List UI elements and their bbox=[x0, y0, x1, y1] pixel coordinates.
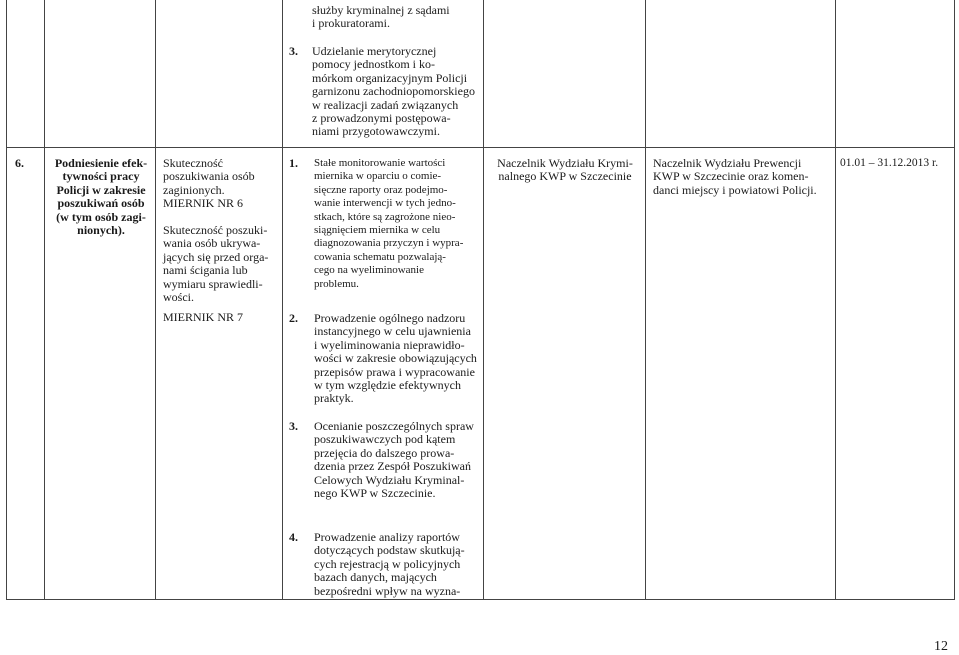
col-border-6 bbox=[835, 0, 836, 600]
col-border-2 bbox=[155, 0, 156, 600]
row-6-task-3-number: 3. bbox=[289, 419, 298, 433]
col-border-4 bbox=[483, 0, 484, 600]
col-border-3 bbox=[282, 0, 283, 600]
table-bottom bbox=[6, 599, 955, 600]
col-border-1 bbox=[44, 0, 45, 600]
row-6-task-1-text: Stałe monitorowanie wartości miernika w oparciu o comie- sięczne raporty oraz podejmo- wanie interwencji w tych jedno- stkach, które są zagrożone nieo- siągnięciem miernika w celu diagnozowania przyczyn i wypra- cowania schematu pozwalają- cego na wyeliminowanie problemu. bbox=[314, 157, 464, 290]
row-6-responsible: Naczelnik Wydziału Krymi- nalnego KWP w Szczecinie bbox=[497, 156, 633, 184]
col-border-right bbox=[954, 0, 955, 600]
row-6-task-4-number: 4. bbox=[289, 530, 298, 544]
col-border-5 bbox=[645, 0, 646, 600]
row-6-measure-1-text: Skuteczność poszukiwania osób zaginionych. bbox=[163, 156, 255, 197]
row-divider bbox=[6, 147, 955, 148]
row-6-task-2-number: 2. bbox=[289, 311, 298, 325]
row-6-measure-2-text: Skuteczność poszuki- wania osób ukrywa- jących się przed orga- nami ścigania lub wymiaru sprawiedli- wości. bbox=[163, 223, 269, 305]
prev-row-task-3-text: Udzielanie merytorycznej pomocy jednostkom i ko- mórkom organizacyjnym Policji garnizonu zachodniopomorskiego w realizacji zadań związanych z prowadzonymi postępowa- niami przygotowawczymi. bbox=[312, 44, 475, 139]
row-6-cooperating: Naczelnik Wydziału Prewencji KWP w Szczecinie oraz komen- danci miejscy i powiatowi Policji. bbox=[653, 156, 817, 197]
prev-row-text-fragment: służby kryminalnej z sądami i prokuratorami. bbox=[312, 3, 450, 31]
row-6-measure-1-label: MIERNIK NR 6 bbox=[163, 196, 243, 210]
col-border-left bbox=[6, 0, 7, 600]
row-6-task-4-text: Prowadzenie analizy raportów dotyczących podstaw skutkują- cych rejestracją w policyjnych bazach danych, mających bezpośredni wpływ na wyzna- bbox=[314, 530, 465, 598]
row-6-measure-2-label: MIERNIK NR 7 bbox=[163, 310, 243, 324]
row-6-task-2-text: Prowadzenie ogólnego nadzoru instancyjnego w celu ujawnienia i wyeliminowania nieprawidło- wości w zakresie obowiązujących przepisów prawa i wypracowanie w tym względzie efektywnych praktyk. bbox=[314, 311, 477, 406]
row-6-goal: Podniesienie efek- tywności pracy Policji w zakresie poszukiwań osób (w tym osób zagi- nionych). bbox=[54, 156, 148, 238]
row-6-task-3-text: Ocenianie poszczególnych spraw poszukiwawczych pod kątem przejęcia do dalszego prowa- dzenia przez Zespół Poszukiwań Celowych Wydziału Kryminal- nego KWP w Szczecinie. bbox=[314, 419, 474, 501]
prev-row-task-3-number: 3. bbox=[289, 44, 298, 58]
page-number: 12 bbox=[934, 639, 948, 654]
row-6-task-1-number: 1. bbox=[289, 156, 298, 170]
row-6-number: 6. bbox=[15, 156, 24, 170]
row-6-deadline: 01.01 – 31.12.2013 r. bbox=[840, 157, 939, 169]
